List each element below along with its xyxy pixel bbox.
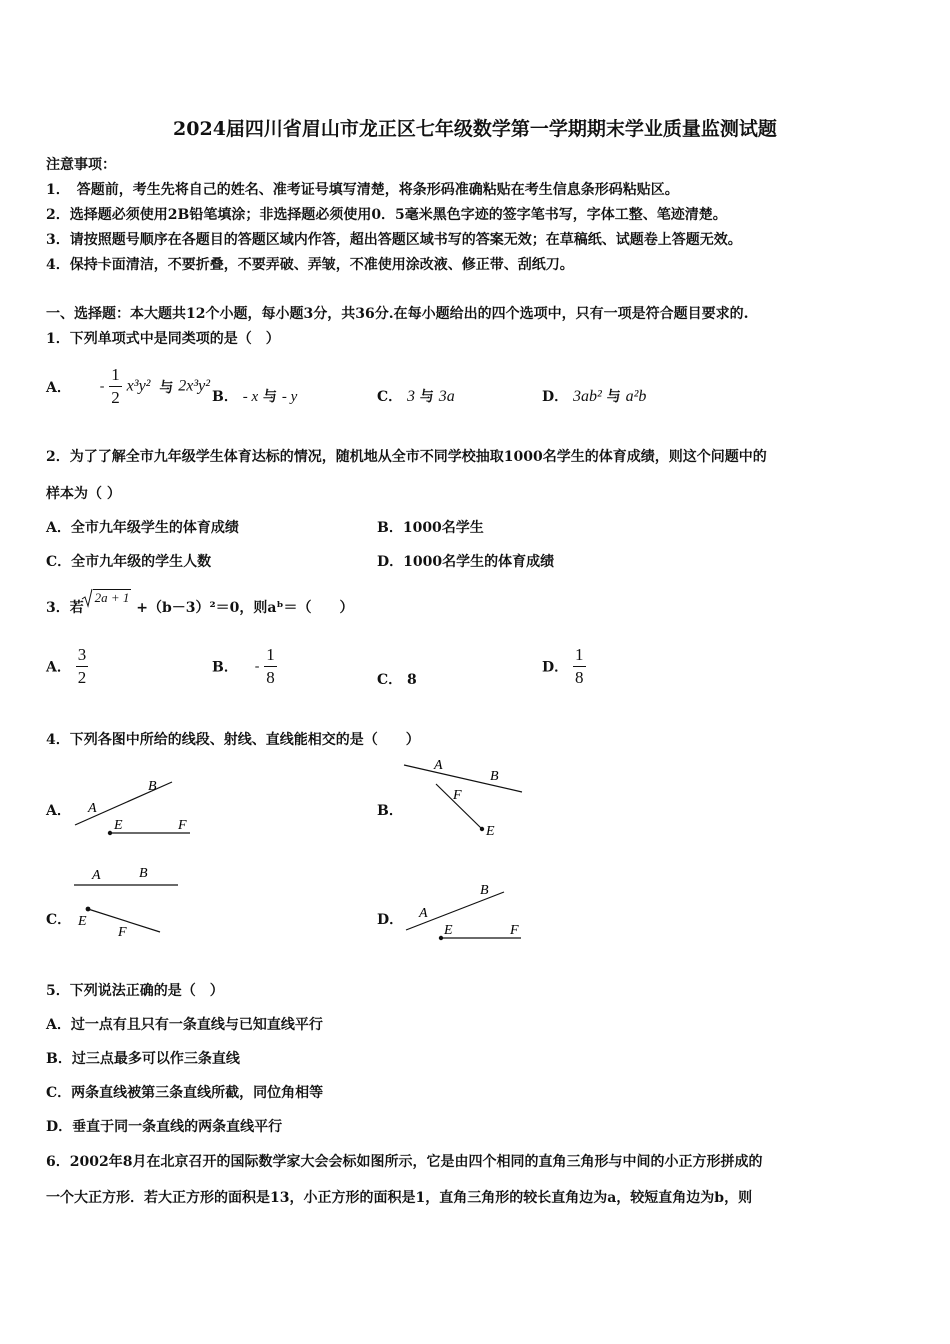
label-e: E bbox=[78, 914, 87, 929]
q3-sqrt bbox=[93, 590, 132, 606]
q1-a-num: 1 bbox=[109, 364, 122, 387]
q1-a-conn: 与 bbox=[159, 379, 174, 396]
q3-option-a bbox=[46, 644, 88, 689]
q1-d-expr1: 3ab² bbox=[573, 388, 602, 405]
q1-option-b bbox=[212, 386, 297, 406]
label-a: A bbox=[92, 868, 101, 883]
q2-option-d: D．1000名学生的体育成绩 bbox=[377, 554, 555, 570]
section-heading: 一、选择题：本大题共12个小题，每小题3分，共36分.在每小题给出的四个选项中，只有一项是符合题目要求的. bbox=[46, 306, 749, 322]
label-f: F bbox=[178, 818, 187, 833]
q4-a-label: A． bbox=[46, 803, 71, 819]
q5-option-a: A．过一点有且只有一条直线与已知直线平行 bbox=[46, 1017, 323, 1033]
q1-option-c bbox=[377, 386, 455, 406]
q4-d-label: D． bbox=[377, 912, 404, 928]
q3-d-den: 8 bbox=[575, 668, 584, 687]
q1-a-fraction bbox=[109, 364, 122, 409]
q3-b-minus: - bbox=[254, 658, 260, 674]
label-b: B bbox=[490, 769, 499, 784]
q3-stem bbox=[46, 590, 354, 617]
q3-a-num: 3 bbox=[76, 644, 89, 667]
q3-option-c bbox=[377, 669, 417, 689]
notice-item-1: 1． 答题前，考生先将自己的姓名、准考证号填写清楚，将条形码准确粘贴在考生信息条形码粘贴区。 bbox=[46, 182, 679, 198]
q3-b-label: B． bbox=[212, 659, 238, 676]
q4-figure-d bbox=[400, 878, 530, 948]
label-f: F bbox=[453, 788, 462, 803]
point-e bbox=[480, 827, 484, 831]
notice-item-3: 3．请按照题号顺序在各题目的答题区域内作答，超出答题区域书写的答案无效；在草稿纸、试题卷上答题无效。 bbox=[46, 232, 742, 248]
point-e bbox=[439, 936, 443, 940]
q3-d-label: D． bbox=[542, 659, 569, 676]
q3-d-fraction bbox=[573, 644, 586, 689]
q1-option-a bbox=[46, 364, 210, 414]
q3-a-label: A． bbox=[46, 659, 71, 676]
notice-item-2: 2．选择题必须使用2B铅笔填涂；非选择题必须使用0．5毫米黑色字迹的签字笔书写，字体工整、笔迹清楚。 bbox=[46, 207, 727, 223]
q4-figure-c bbox=[70, 860, 190, 944]
q1-c-expr1: 3 bbox=[407, 388, 416, 405]
q1-a-label: A． bbox=[46, 379, 71, 396]
q1-d-label: D． bbox=[542, 389, 569, 405]
q3-rest: +（b－3）²＝0，则aᵇ＝（ ） bbox=[136, 600, 354, 616]
q3-b-fraction bbox=[264, 644, 277, 689]
q3-b-num: 1 bbox=[264, 644, 277, 667]
q3-a-fraction bbox=[76, 644, 89, 689]
q1-b-expr2: - y bbox=[281, 389, 298, 405]
q4-stem: 4．下列各图中所给的线段、射线、直线能相交的是（ ） bbox=[46, 732, 420, 748]
q3-c-label: C． bbox=[377, 672, 403, 688]
label-a: A bbox=[419, 906, 428, 921]
q1-c-conn: 与 bbox=[419, 389, 434, 405]
label-b: B bbox=[139, 866, 148, 881]
q1-a-expr2: 2x³y² bbox=[178, 377, 211, 395]
q1-b-expr1: - x bbox=[242, 389, 259, 405]
label-a: A bbox=[434, 758, 443, 773]
q6-line1: 6．2002年8月在北京召开的国际数学家大会会标如图所示，它是由四个相同的直角三角形与中间的小正方形拼成的 bbox=[46, 1154, 763, 1170]
label-f: F bbox=[118, 925, 127, 940]
line-ab bbox=[404, 765, 522, 792]
point-e bbox=[108, 831, 112, 835]
q5-option-d: D．垂直于同一条直线的两条直线平行 bbox=[46, 1119, 283, 1135]
q3-c-value: 8 bbox=[407, 672, 417, 688]
label-f: F bbox=[510, 923, 519, 938]
q6-line2: 一个大正方形．若大正方形的面积是13，小正方形的面积是1，直角三角形的较长直角边为a，较短直角边为b，则 bbox=[46, 1190, 753, 1206]
notice-heading: 注意事项： bbox=[46, 157, 116, 173]
q1-a-expr1: x³y² bbox=[126, 377, 151, 395]
q2-option-a: A．全市九年级学生的体育成绩 bbox=[46, 520, 239, 536]
q4-b-label: B． bbox=[377, 803, 403, 819]
q1-option-d bbox=[542, 386, 646, 406]
q1-b-label: B． bbox=[212, 389, 238, 405]
page-title: 2024届四川省眉山市龙正区七年级数学第一学期期末学业质量监测试题 bbox=[173, 118, 777, 140]
q3-prefix: 3．若 bbox=[46, 600, 84, 616]
q1-d-conn: 与 bbox=[606, 389, 621, 405]
q1-stem: 1．下列单项式中是同类项的是（ ） bbox=[46, 331, 280, 347]
q1-d-expr2: a²b bbox=[625, 388, 647, 405]
label-e: E bbox=[114, 818, 123, 833]
q5-stem: 5．下列说法正确的是（ ） bbox=[46, 983, 224, 999]
q4-figure-a bbox=[70, 770, 200, 842]
notice-item-4: 4．保持卡面清洁，不要折叠，不要弄破、弄皱，不准使用涂改液、修正带、刮纸刀。 bbox=[46, 257, 574, 273]
q3-a-den: 2 bbox=[77, 668, 87, 687]
q3-option-b bbox=[212, 644, 277, 689]
q2-option-c: C．全市九年级的学生人数 bbox=[46, 554, 212, 570]
q1-b-conn: 与 bbox=[263, 389, 277, 405]
label-b: B bbox=[148, 779, 157, 794]
q2-stem-line2: 样本为（ ） bbox=[46, 486, 121, 502]
q3-b-den: 8 bbox=[266, 668, 275, 687]
q3-radicand: 2a + 1 bbox=[94, 590, 130, 605]
label-e: E bbox=[444, 923, 453, 938]
q5-option-b: B．过三点最多可以作三条直线 bbox=[46, 1051, 240, 1067]
q2-stem-line1: 2．为了了解全市九年级学生体育达标的情况，随机地从全市不同学校抽取1000名学生的体育成绩，则这个问题中的 bbox=[46, 449, 767, 465]
label-b: B bbox=[480, 883, 489, 898]
label-e: E bbox=[486, 824, 495, 839]
q1-a-den: 2 bbox=[111, 388, 120, 407]
q2-option-b: B．1000名学生 bbox=[377, 520, 484, 536]
point-e bbox=[86, 907, 91, 912]
q4-c-label: C． bbox=[46, 912, 72, 928]
q1-a-minus: - bbox=[99, 378, 105, 394]
q3-option-d bbox=[542, 644, 586, 689]
q1-c-label: C． bbox=[377, 389, 403, 405]
q1-c-expr2: 3a bbox=[438, 388, 455, 405]
q3-d-num: 1 bbox=[573, 644, 586, 667]
q4-figure-b bbox=[400, 755, 530, 845]
q5-option-c: C．两条直线被第三条直线所截，同位角相等 bbox=[46, 1085, 324, 1101]
label-a: A bbox=[88, 801, 97, 816]
sqrt-icon bbox=[81, 588, 93, 608]
